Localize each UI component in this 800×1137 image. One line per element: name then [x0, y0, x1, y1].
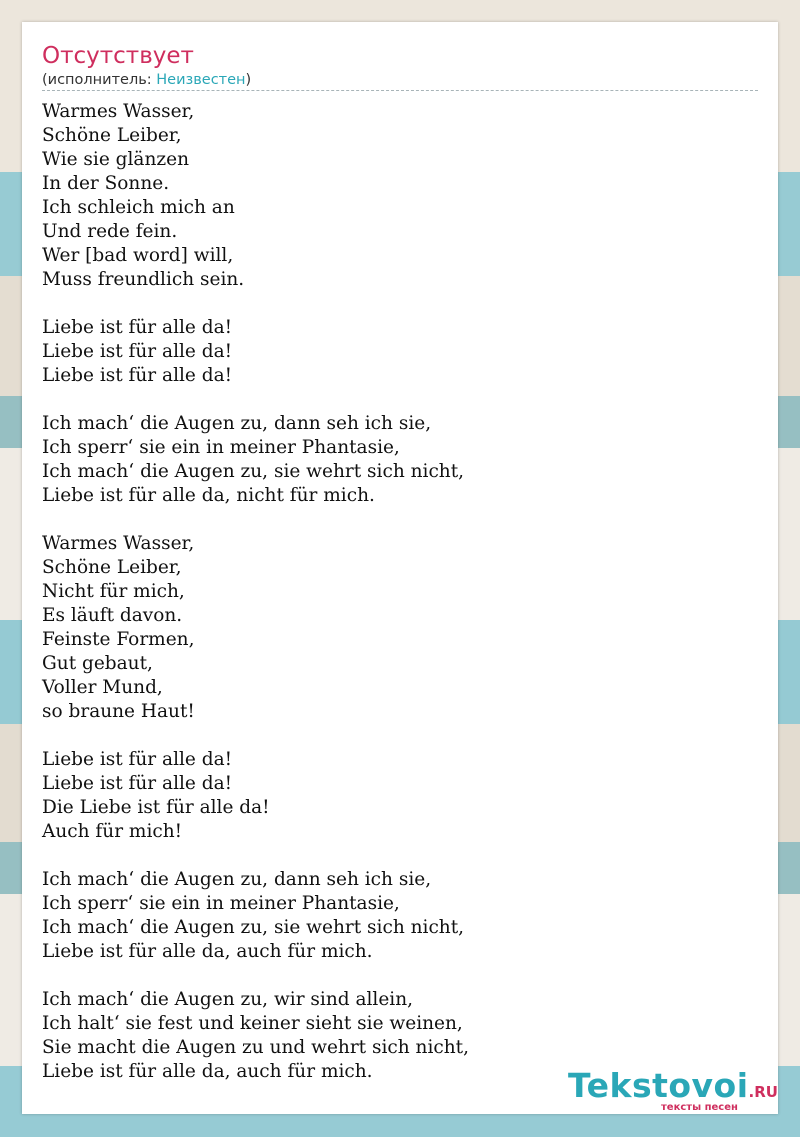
lyric-line: Liebe ist für alle da, auch für mich. [42, 941, 373, 962]
lyric-line: Schöne Leiber, [42, 557, 182, 578]
lyric-line: Sie macht die Augen zu und wehrt sich nicht, [42, 1037, 469, 1058]
lyric-line: Ich sperr‘ sie ein in meiner Phantasie, [42, 893, 400, 914]
artist-suffix: ) [245, 72, 252, 88]
lyric-line: Auch für mich! [42, 821, 183, 842]
logo-tld: .RU [748, 1083, 778, 1101]
lyric-line: Feinste Formen, [42, 629, 195, 650]
lyric-line: Liebe ist für alle da, nicht für mich. [42, 485, 375, 506]
site-logo[interactable] [568, 1066, 778, 1113]
logo-name: Tekstovoi [568, 1066, 749, 1105]
lyric-line: Ich halt‘ sie fest und keiner sieht sie weinen, [42, 1013, 463, 1034]
lyrics-sheet [22, 22, 778, 1114]
lyric-line: Ich mach‘ die Augen zu, wir sind allein, [42, 989, 413, 1010]
lyric-line: Liebe ist für alle da! [42, 365, 233, 386]
lyric-line: Warmes Wasser, [42, 101, 195, 122]
lyric-line: Wer [bad word] will, [42, 245, 234, 266]
lyrics-stanza [42, 868, 758, 964]
lyric-line: so braune Haut! [42, 701, 195, 722]
lyric-line: Warmes Wasser, [42, 533, 195, 554]
lyric-line: In der Sonne. [42, 173, 170, 194]
lyric-line: Liebe ist für alle da! [42, 749, 233, 770]
logo-tagline: тексты песен [661, 1102, 738, 1113]
lyric-line: Ich mach‘ die Augen zu, sie wehrt sich nicht, [42, 461, 465, 482]
lyrics-body [42, 100, 758, 1108]
lyric-line: Und rede fein. [42, 221, 178, 242]
lyric-line: Die Liebe ist für alle da! [42, 797, 270, 818]
lyric-line: Nicht für mich, [42, 581, 185, 602]
lyric-line: Gut gebaut, [42, 653, 153, 674]
title-divider [42, 90, 758, 91]
artist-link[interactable]: Неизвестен [156, 72, 246, 88]
lyrics-stanza [42, 412, 758, 508]
song-title: Отсутствует [42, 43, 194, 69]
lyric-line: Ich mach‘ die Augen zu, sie wehrt sich nicht, [42, 917, 465, 938]
artist-line [42, 71, 251, 89]
lyric-line: Ich mach‘ die Augen zu, dann seh ich sie, [42, 413, 432, 434]
lyric-line: Ich mach‘ die Augen zu, dann seh ich sie, [42, 869, 432, 890]
lyric-line: Es läuft davon. [42, 605, 183, 626]
lyric-line: Liebe ist für alle da! [42, 773, 233, 794]
lyric-line: Liebe ist für alle da! [42, 317, 233, 338]
lyrics-stanza [42, 532, 758, 724]
lyric-line: Liebe ist für alle da, auch für mich. [42, 1061, 373, 1082]
lyric-line: Ich schleich mich an [42, 197, 235, 218]
artist-prefix: (исполнитель: [42, 72, 157, 88]
lyric-line: Voller Mund, [42, 677, 163, 698]
lyrics-stanza [42, 316, 758, 388]
lyric-line: Liebe ist für alle da! [42, 341, 233, 362]
lyric-line: Ich sperr‘ sie ein in meiner Phantasie, [42, 437, 400, 458]
lyric-line: Schöne Leiber, [42, 125, 182, 146]
lyric-line: Wie sie glänzen [42, 149, 189, 170]
lyrics-stanza [42, 748, 758, 844]
lyric-line: Muss freundlich sein. [42, 269, 245, 290]
lyrics-stanza [42, 100, 758, 292]
